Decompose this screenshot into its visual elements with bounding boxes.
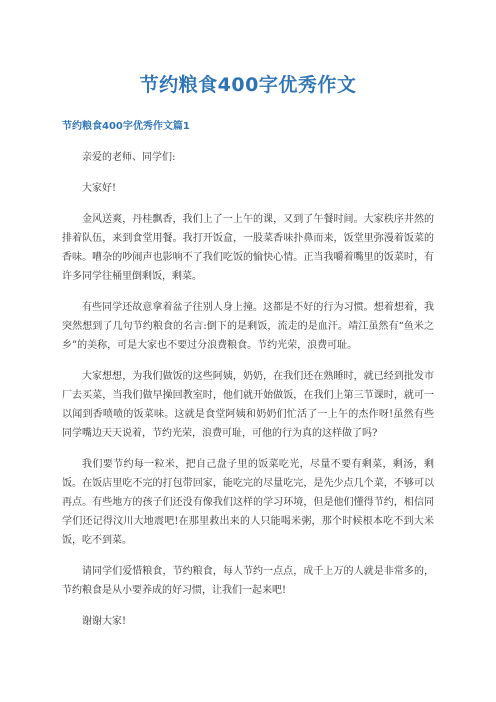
paragraph: 请同学们爱惜粮食，节约粮食，每人节约一点点，成千上万的人就是非常多的，节约粮食是从小要养成的好习惯，让我们一起来吧! [62,566,434,596]
document-body [62,148,434,643]
paragraph: 金风送爽，丹桂飘香，我们上了一上午的课，又到了午餐时间。大家秩序井然的排着队伍，来到食堂用餐。我打开饭盒，一股菜香味扑鼻而来，饭堂里弥漫着饭菜的香味。嘈杂的吵闹声也影响不了我们吃饭的愉快心情。正当我嚼着嘴里的饭菜时，有许多同学往桶里倒剩饭，剩菜。 [62,214,434,282]
paragraph: 大家想想，为我们做饭的这些阿姨，奶奶，在我们还在熟睡时，就已经到批发市厂去买菜，当我们做早操回教室时，他们就开始做饭，在我们上第三节课时，就可一以闻到香喷喷的饭菜味。这就是食堂阿姨和奶奶们忙活了一上午的杰作呀!虽然有些同学嘴边天天说着，节约光荣，浪费可耻，可他的行为真的这样做了吗? [62,371,434,439]
paragraph-closing: 谢谢大家! [82,616,127,627]
paragraph: 我们要节约每一粒米，把自己盘子里的饭菜吃光，尽量不要有剩菜，剩汤，剩饭。在饭店里吃不完的打包带回家，能吃完的尽量吃完，是先少点几个菜，不够可以再点。有些地方的孩子们还没有像我们这样的学习环境，但是他们懂得节约，相信同学们还记得汶川大地震吧!在那里救出来的人只能喝米粥，那个时候根本吃不到大米饭，吃不到菜。 [62,459,434,546]
paragraph: 有些同学还故意拿着盆子往别人身上撞。这都是不好的行为习惯。想着想着，我突然想到了几句节约粮食的名言:倒下的是剩饭，流走的是血汗。靖江虽然有“鱼米之乡”的美称，可是大家也不要过分浪费粮食。节约光荣，浪费可耻。 [62,302,434,351]
paragraph-salutation: 亲爱的老师、同学们: [82,152,176,163]
document-title: 节约粮食400字优秀作文 [139,74,357,96]
paragraph-greeting: 大家好! [82,183,117,194]
section-heading: 节约粮食400字优秀作文篇1 [62,121,190,132]
